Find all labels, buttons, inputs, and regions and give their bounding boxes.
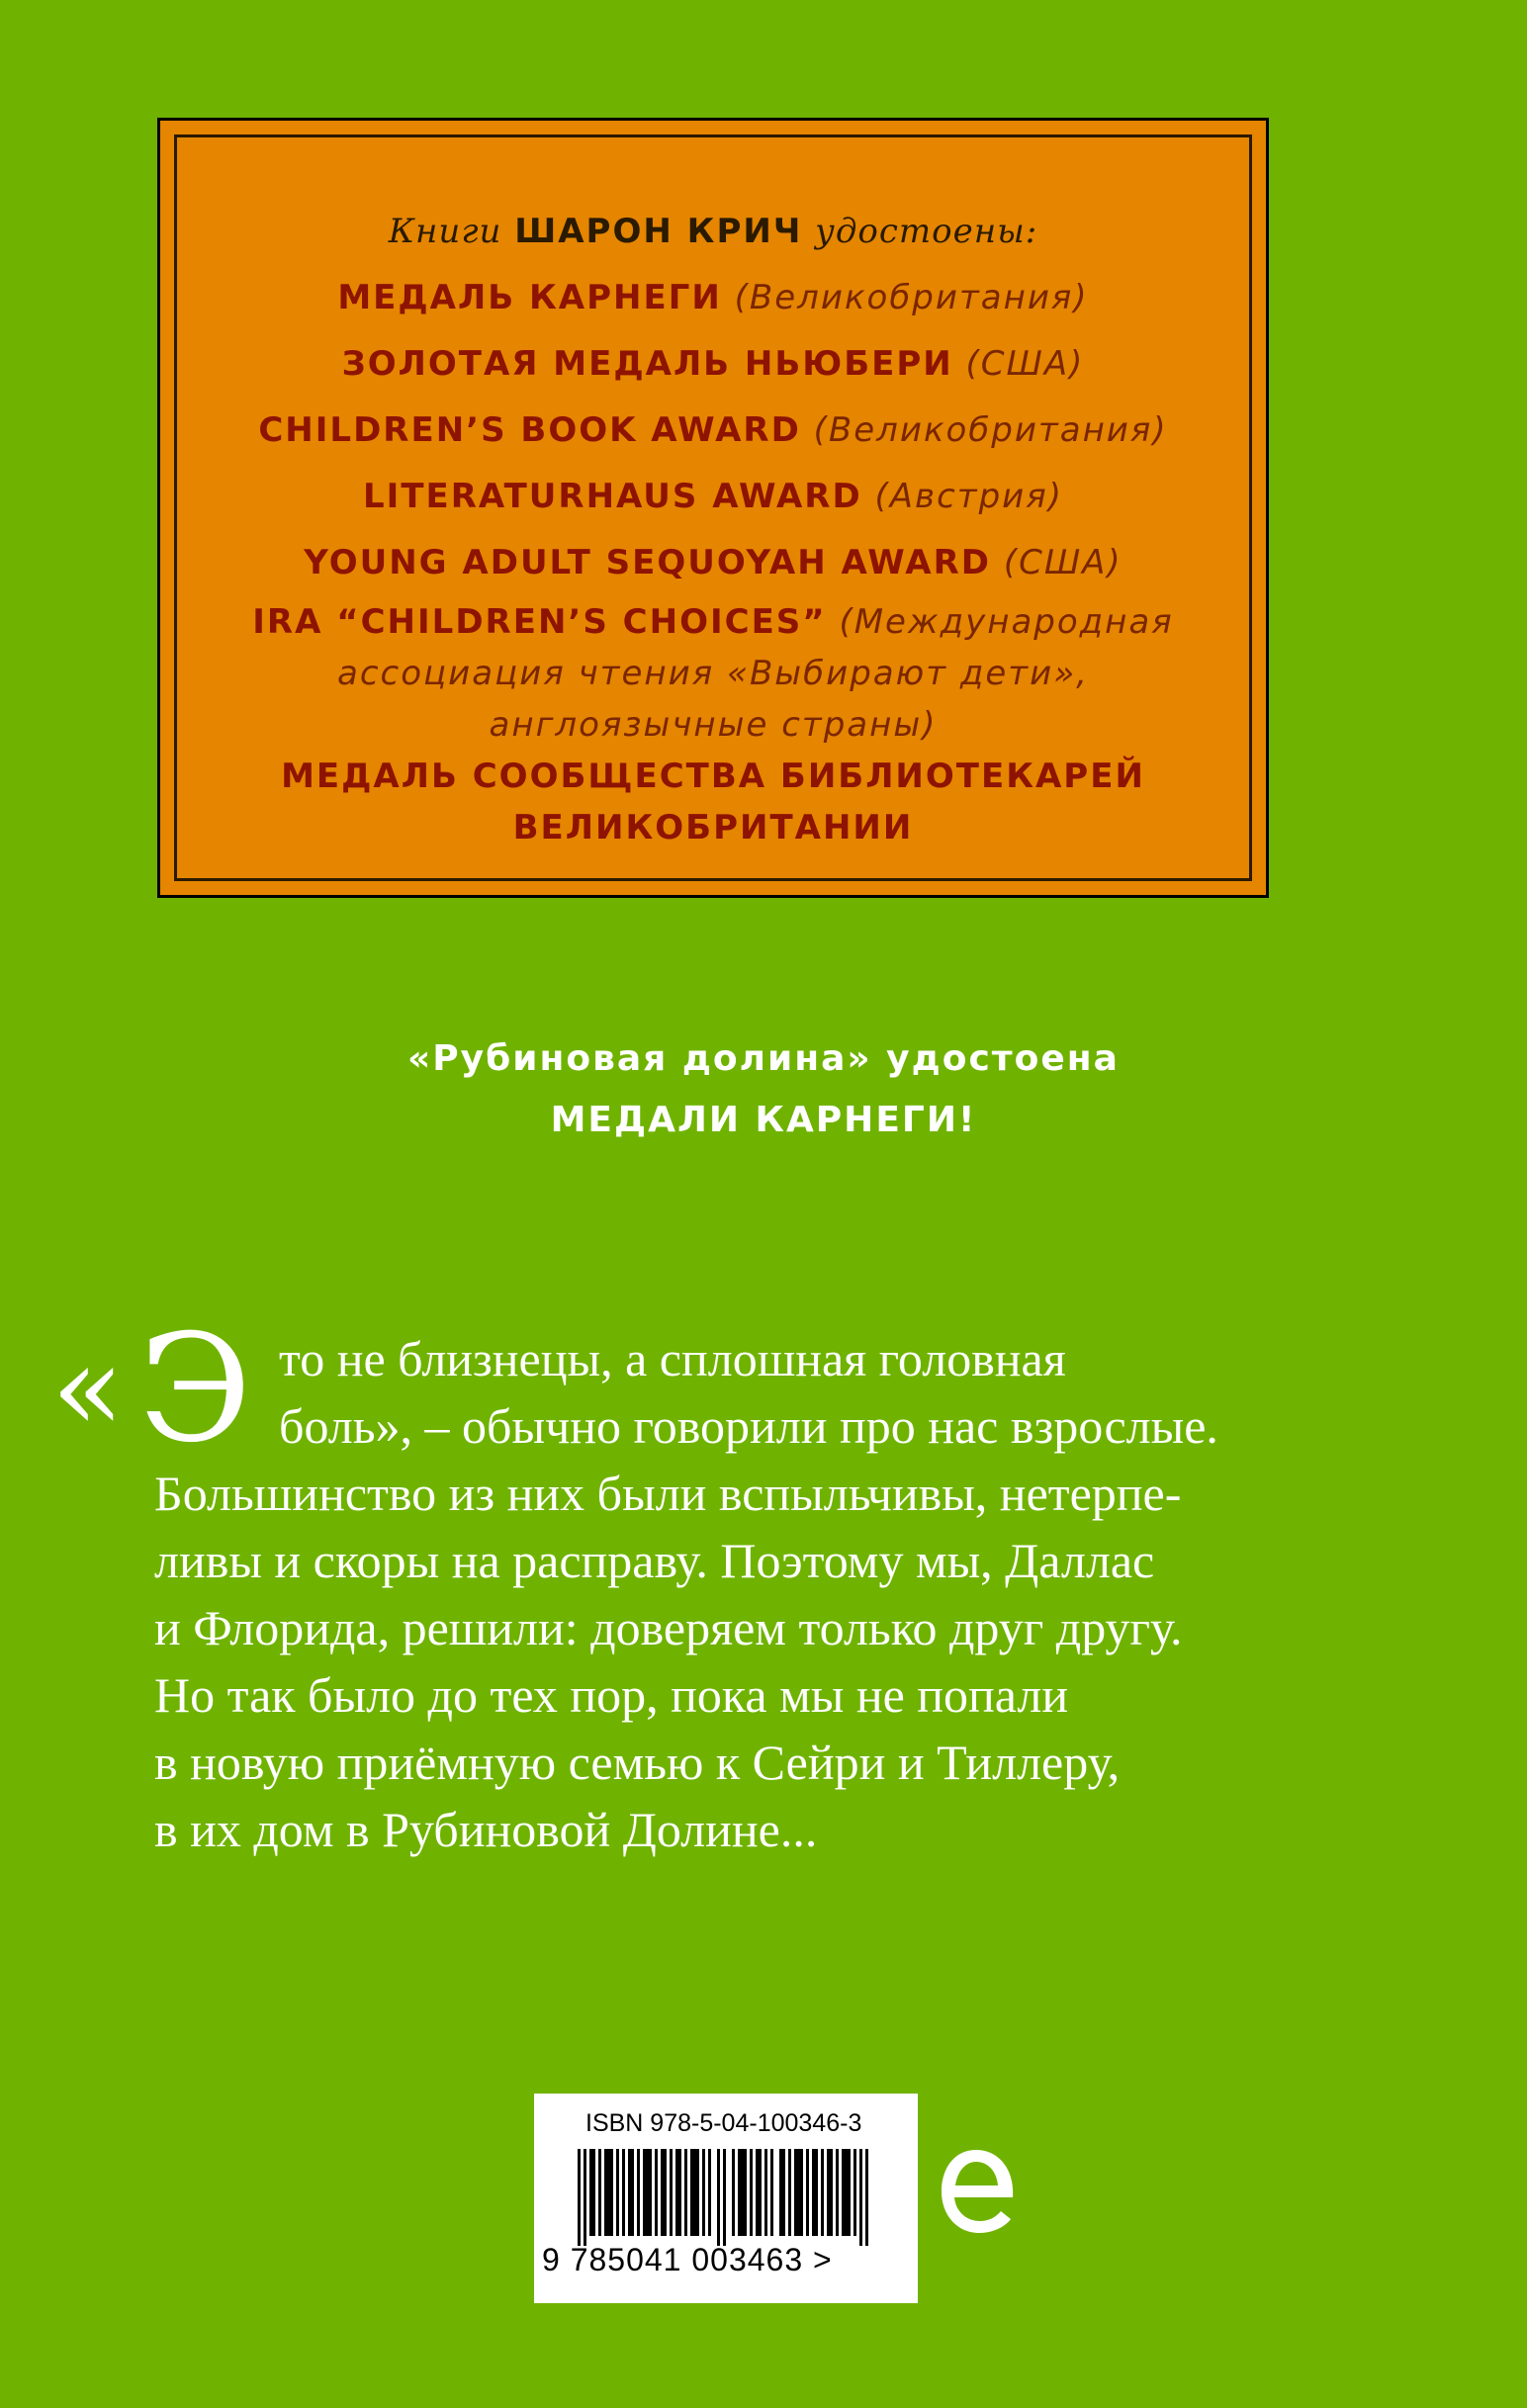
quote-line: боль», – обычно говорили про нас взрослые. bbox=[279, 1398, 1218, 1454]
award-name: CHILDREN’S BOOK AWARD bbox=[258, 410, 801, 450]
award-item bbox=[177, 265, 1249, 331]
quote-line: Но так было до тех пор, пока мы не попали bbox=[154, 1667, 1069, 1723]
award-note: англоязычные страны) bbox=[489, 705, 938, 745]
award-item-librarians-cont bbox=[177, 802, 1249, 853]
awards-panel bbox=[157, 118, 1269, 898]
awards-panel-inner bbox=[160, 121, 1266, 895]
intro-post: удостоены: bbox=[815, 212, 1038, 251]
award-note: (США) bbox=[1003, 543, 1123, 582]
carnegie-line-2: МЕДАЛИ КАРНЕГИ! bbox=[550, 1100, 977, 1140]
carnegie-announcement bbox=[0, 1028, 1527, 1151]
award-item bbox=[177, 331, 1249, 398]
award-name: ЗОЛОТАЯ МЕДАЛЬ НЬЮБЕРИ bbox=[341, 344, 953, 384]
quote-line: в новую приёмную семью к Сейри и Тиллеру, bbox=[154, 1735, 1121, 1790]
awards-intro bbox=[177, 199, 1249, 265]
award-item-librarians bbox=[177, 751, 1249, 802]
award-name: ВЕЛИКОБРИТАНИИ bbox=[512, 808, 914, 847]
quote-open-mark: « bbox=[51, 1320, 125, 1458]
award-note-line bbox=[177, 648, 1249, 699]
award-note: (Австрия) bbox=[874, 477, 1063, 516]
blurb-quote bbox=[154, 1325, 1400, 1863]
awards-frame bbox=[174, 134, 1252, 881]
quote-line: Большинство из них были вспыльчивы, нетерпе- bbox=[154, 1466, 1182, 1521]
award-item bbox=[177, 530, 1249, 596]
award-name: МЕДАЛЬ КАРНЕГИ bbox=[337, 278, 722, 317]
award-note-line bbox=[177, 699, 1249, 751]
isbn-number: ISBN 978-5-04-100346-3 bbox=[585, 2109, 862, 2137]
award-note: (Международная bbox=[839, 602, 1174, 642]
quote-line: ливы и скоры на расправу. Поэтому мы, Даллас bbox=[154, 1533, 1155, 1588]
award-name: IRA “CHILDREN’S CHOICES” bbox=[252, 602, 827, 642]
award-item bbox=[177, 398, 1249, 464]
quote-line: в их дом в Рубиновой Долине... bbox=[154, 1802, 818, 1857]
quote-dropcap: Э bbox=[138, 1303, 252, 1475]
award-name: LITERATURHAUS AWARD bbox=[363, 477, 862, 516]
eksmo-logo-icon bbox=[934, 2140, 1019, 2243]
award-note: (Великобритания) bbox=[813, 410, 1168, 450]
carnegie-line-1: «Рубиновая долина» удостоена bbox=[407, 1038, 1120, 1079]
barcode-digits: 9 785041 003463 > bbox=[542, 2242, 833, 2277]
intro-pre: Книги bbox=[388, 212, 502, 251]
author-name: ШАРОН КРИЧ bbox=[514, 212, 803, 251]
quote-line: то не близнецы, а сплошная головная bbox=[279, 1331, 1066, 1386]
quote-line: и Флорида, решили: доверяем только друг другу. bbox=[154, 1600, 1183, 1655]
barcode-bars bbox=[578, 2149, 874, 2246]
award-name: МЕДАЛЬ СООБЩЕСТВА БИБЛИОТЕКАРЕЙ bbox=[281, 757, 1145, 796]
award-note: (США) bbox=[965, 344, 1085, 384]
award-name: YOUNG ADULT SEQUOYAH AWARD bbox=[304, 543, 991, 582]
award-note: ассоциация чтения «Выбирают дети», bbox=[337, 654, 1089, 693]
isbn-barcode bbox=[534, 2094, 918, 2303]
award-note: (Великобритания) bbox=[734, 278, 1089, 317]
award-item bbox=[177, 464, 1249, 530]
award-item-ira bbox=[177, 596, 1249, 648]
